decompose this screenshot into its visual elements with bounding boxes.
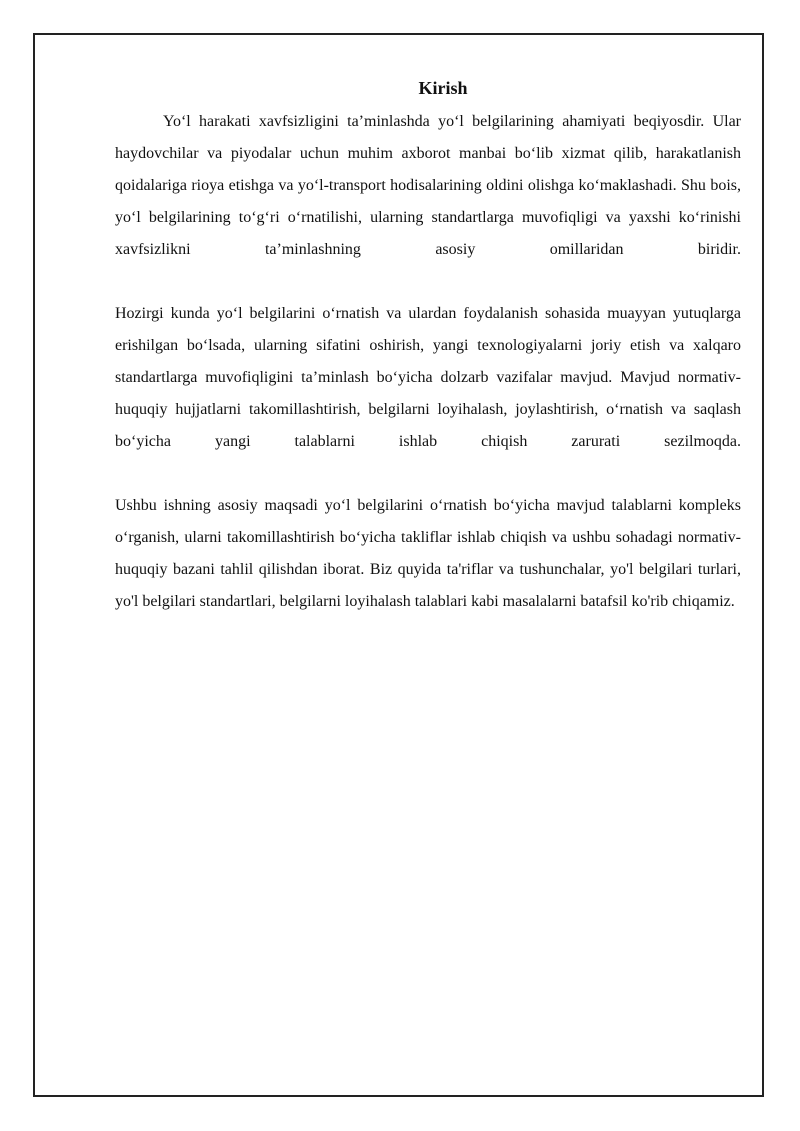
paragraph-2: Hozirgi kunda yo‘l belgilarini o‘rnatish va ulardan foydalanish sohasida muayyan yutuqlarga erishilgan bo‘lsada, ularning sifatini oshirish, yangi texnologiyalarni joriy etish va xalqaro standartlarga muvofiqligini ta’minlash bo‘yicha dolzarb vazifalar mavjud. Mavjud normativ-huquqiy hujjatlarni takomillashtirish, belgilarni loyihalash, joylashtirish, o‘rnatish va saqlash bo‘yicha yangi talablarni ishlab chiqish zarurati sezilmoqda. — [115, 305, 741, 450]
paragraph-3: Ushbu ishning asosiy maqsadi yo‘l belgilarini o‘rnatish bo‘yicha mavjud talablarni kompleks o‘rganish, ularni takomillashtirish bo‘yicha takliflar ishlab chiqish va ushbu sohadagi normativ-huquqiy bazani tahlil qilishdan iborat. Biz quyida ta'riflar va tushunchalar, yo'l belgilari turlari, yo'l belgilari standartlari, belgilarni loyihalash talablari kabi masalalarni batafsil ko'rib chiqamiz. — [115, 497, 741, 610]
paragraph-1: Yo‘l harakati xavfsizligini ta’minlashda yo‘l belgilarining ahamiyati beqiyosdir. Ular haydovchilar va piyodalar uchun muhim axborot manbai bo‘lib xizmat qilib, harakatlanish qoidalariga rioya etishga va yo‘l-transport hodisalarining oldini olishga ko‘maklashadi. Shu bois, yo‘l belgilarining to‘g‘ri o‘rnatilishi, ularning standartlarga muvofiqligi va yaxshi ko‘rinishi xavfsizlikni ta’minlashning asosiy omillaridan biridir. — [115, 113, 741, 258]
paragraph-spacer — [115, 458, 741, 490]
section-title: Kirish — [418, 78, 468, 98]
document-body — [115, 74, 741, 618]
paragraph-spacer — [115, 266, 741, 298]
